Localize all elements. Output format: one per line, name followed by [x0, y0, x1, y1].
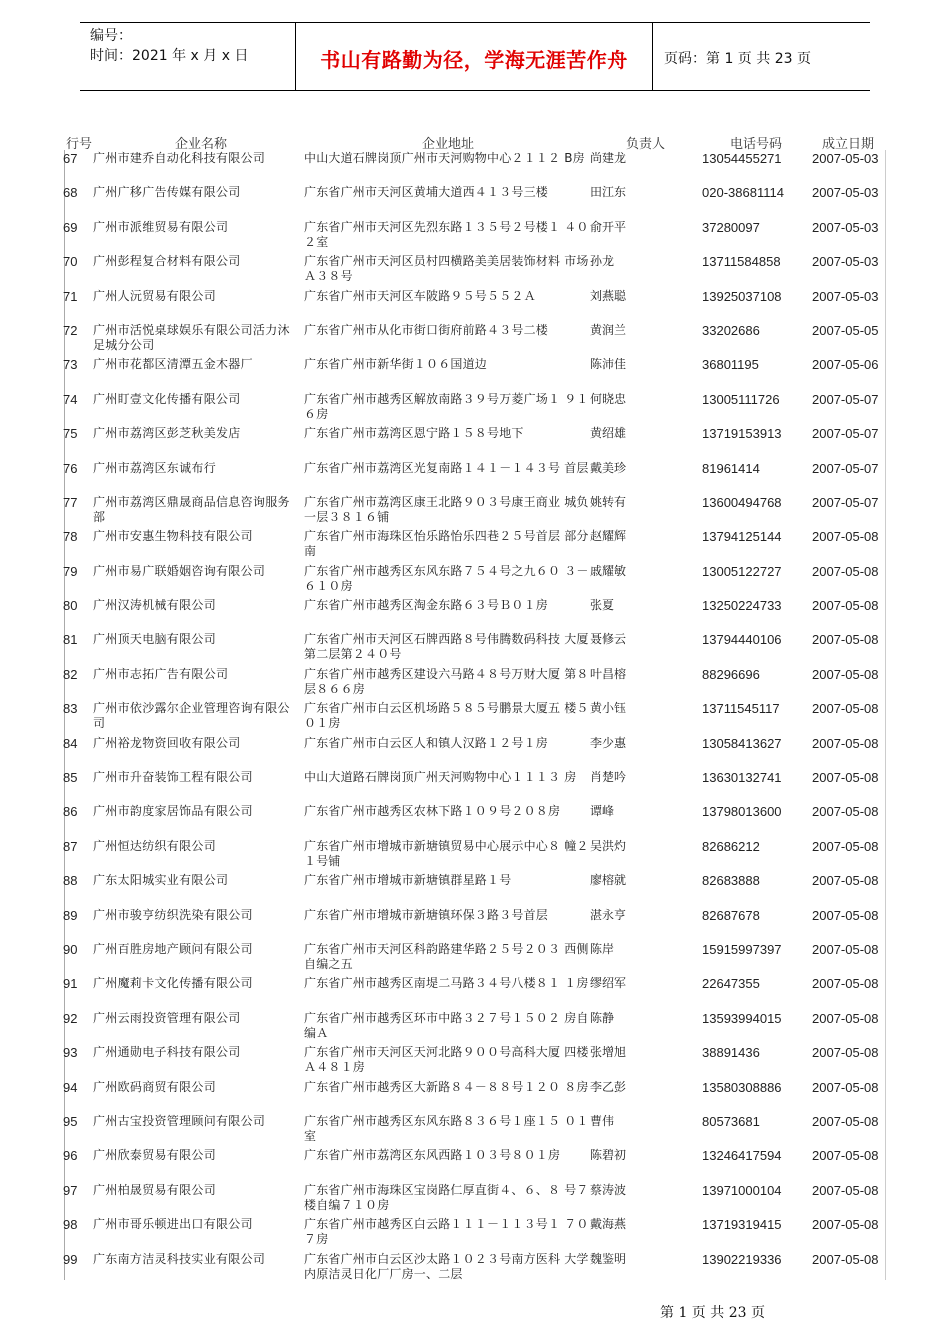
company-address: 广东省广州市越秀区解放南路３９号万菱广场１ ９１６房 — [304, 391, 589, 421]
established-date: 2007-05-08 — [812, 598, 879, 614]
company-name: 广州市花都区清潭五金木器厂 — [93, 357, 253, 372]
phone-number: 13971000104 — [702, 1182, 782, 1198]
phone-number: 13005122727 — [702, 563, 782, 579]
phone-number: 13246417594 — [702, 1148, 782, 1164]
company-name: 广州市安惠生物科技有限公司 — [93, 529, 253, 544]
row-number: 99 — [63, 1251, 78, 1267]
phone-number: 13711545117 — [702, 701, 780, 717]
responsible-person: 缪绍军 — [590, 976, 627, 991]
company-address: 广东省广州市天河区员村四横路美美居装饰材料 市场Ａ３８号 — [304, 254, 589, 284]
row-number: 86 — [63, 804, 78, 820]
established-date: 2007-05-07 — [812, 494, 879, 510]
company-name: 广州百胜房地产顾问有限公司 — [93, 941, 253, 956]
company-name: 广州魔莉卡文化传播有限公司 — [93, 976, 253, 991]
row-number: 98 — [63, 1217, 78, 1233]
table-row — [60, 1113, 890, 1147]
column-header-person: 负责人 — [626, 137, 666, 152]
phone-number: 13593994015 — [702, 1010, 782, 1026]
company-address: 广东省广州市新华街１０６国道边 — [304, 357, 488, 372]
table-row — [60, 597, 890, 631]
table-row — [60, 528, 890, 562]
company-name: 广州顶天电脑有限公司 — [93, 632, 217, 647]
established-date: 2007-05-03 — [812, 254, 879, 270]
responsible-person: 黄小钰 — [590, 701, 627, 716]
column-header-date: 成立日期 — [822, 137, 875, 152]
established-date: 2007-05-03 — [812, 185, 879, 201]
company-address: 广东省广州市越秀区东风东路７５４号之九６０ ３－６１０房 — [304, 563, 589, 593]
responsible-person: 孙龙 — [590, 254, 615, 269]
table-row — [60, 150, 890, 184]
row-number: 74 — [63, 391, 78, 407]
table-row — [60, 803, 890, 837]
phone-number: 13005111726 — [702, 391, 780, 407]
responsible-person: 蔡涛波 — [590, 1182, 627, 1197]
phone-number: 15915997397 — [702, 941, 782, 957]
footer-page-number: 第 1 页 共 23 页 — [660, 1305, 765, 1321]
company-name: 广州彭程复合材料有限公司 — [93, 254, 241, 269]
table-row — [60, 460, 890, 494]
column-header-no: 行号 — [66, 137, 93, 152]
established-date: 2007-05-07 — [812, 460, 879, 476]
company-address: 广东省广州市天河区车陂路９５号５５２Ａ — [304, 288, 536, 303]
established-date: 2007-05-07 — [812, 426, 879, 442]
phone-number: 82687678 — [702, 907, 760, 923]
phone-number: 13250224733 — [702, 598, 782, 614]
header-divider-right — [652, 23, 653, 90]
table-row — [60, 288, 890, 322]
established-date: 2007-05-08 — [812, 1010, 879, 1026]
phone-number: 13580308886 — [702, 1079, 782, 1095]
established-date: 2007-05-08 — [812, 873, 879, 889]
table-row — [60, 941, 890, 975]
column-header-address: 企业地址 — [422, 137, 475, 152]
phone-number: 13794440106 — [702, 632, 782, 648]
company-address: 广东省广州市增城市新塘镇贸易中心展示中心８ 幢２１号铺 — [304, 838, 589, 868]
row-number: 90 — [63, 941, 78, 957]
row-number: 96 — [63, 1148, 78, 1164]
responsible-person: 戴海燕 — [590, 1217, 627, 1232]
established-date: 2007-05-08 — [812, 770, 879, 786]
established-date: 2007-05-08 — [812, 907, 879, 923]
company-name: 广州市升奋装饰工程有限公司 — [93, 770, 253, 785]
company-address: 广东省广州市天河区黄埔大道西４１３号三楼 — [304, 185, 549, 200]
table-row — [60, 1182, 890, 1216]
row-number: 84 — [63, 735, 78, 751]
established-date: 2007-05-06 — [812, 357, 879, 373]
phone-number: 13902219336 — [702, 1251, 782, 1267]
row-number: 91 — [63, 976, 78, 992]
row-number: 80 — [63, 598, 78, 614]
row-number: 95 — [63, 1113, 78, 1129]
established-date: 2007-05-03 — [812, 288, 879, 304]
company-address: 广东省广州市荔湾区恩宁路１５８号地下 — [304, 426, 524, 441]
table-row — [60, 253, 890, 287]
company-address: 广东省广州市白云区人和镇人汉路１２号１房 — [304, 735, 549, 750]
row-number: 85 — [63, 770, 78, 786]
established-date: 2007-05-05 — [812, 322, 879, 338]
header-motto: 书山有路勤为径，学海无涯苦作舟 — [320, 48, 628, 72]
responsible-person: 田江东 — [590, 185, 627, 200]
phone-number: 80573681 — [702, 1113, 760, 1129]
row-number: 76 — [63, 460, 78, 476]
company-name: 广东太阳城实业有限公司 — [93, 873, 229, 888]
responsible-person: 赵耀辉 — [590, 529, 627, 544]
established-date: 2007-05-03 — [812, 219, 879, 235]
row-number: 97 — [63, 1182, 78, 1198]
company-address: 广东省广州市荔湾区东风西路１０３号８０１房 — [304, 1148, 561, 1163]
company-name: 广州市荔湾区彭芝秋美发店 — [93, 426, 241, 441]
company-name: 广州市活悦桌球娱乐有限公司活力沐足城分公司 — [93, 322, 290, 352]
company-address: 广东省广州市海珠区怡乐路怡乐四巷２５号首层 部分南 — [304, 529, 589, 559]
responsible-person: 吴洪灼 — [590, 838, 627, 853]
company-name: 广州汉涛机械有限公司 — [93, 598, 217, 613]
company-name: 广州市建乔自动化科技有限公司 — [93, 151, 266, 165]
column-header-name: 企业名称 — [175, 137, 228, 152]
phone-number: 82683888 — [702, 873, 760, 889]
company-name: 广州欣泰贸易有限公司 — [93, 1148, 217, 1163]
company-address: 广东省广州市荔湾区光复南路１４１－１４３号 首层 — [304, 460, 589, 475]
company-name: 广州市荔湾区鼎晟商品信息咨询服务部 — [93, 494, 290, 524]
company-address: 广东省广州市越秀区东风东路８３６号１座１５ ０１室 — [304, 1113, 589, 1143]
company-name: 广州市派维贸易有限公司 — [93, 219, 229, 234]
company-name: 广州市易广联婚姻咨询有限公司 — [93, 563, 266, 578]
row-number: 71 — [63, 288, 78, 304]
responsible-person: 黄绍雄 — [590, 426, 627, 441]
row-number: 83 — [63, 701, 78, 717]
company-name: 广州云雨投资管理有限公司 — [93, 1010, 241, 1025]
company-name: 广州广移广告传媒有限公司 — [93, 185, 241, 200]
phone-number: 13719319415 — [702, 1217, 782, 1233]
phone-number: 13054455271 — [702, 151, 782, 166]
responsible-person: 戴美珍 — [590, 460, 627, 475]
established-date: 2007-05-03 — [812, 151, 879, 166]
row-number: 81 — [63, 632, 78, 648]
table-row — [60, 1010, 890, 1044]
table-row — [60, 563, 890, 597]
established-date: 2007-05-08 — [812, 632, 879, 648]
table-row — [60, 1251, 890, 1285]
company-name: 广州市哥乐顿进出口有限公司 — [93, 1217, 253, 1232]
table-row — [60, 1079, 890, 1113]
company-address: 广东省广州市增城市新塘镇环保３路３号首层 — [304, 907, 549, 922]
phone-number: 88296696 — [702, 666, 760, 682]
phone-number: 82686212 — [702, 838, 760, 854]
company-name: 广州恒达纺织有限公司 — [93, 838, 217, 853]
phone-number: 13798013600 — [702, 804, 782, 820]
responsible-person: 谭峰 — [590, 804, 615, 819]
row-number: 94 — [63, 1079, 78, 1095]
table-row — [60, 907, 890, 941]
established-date: 2007-05-08 — [812, 1045, 879, 1061]
row-number: 68 — [63, 185, 78, 201]
responsible-person: 叶昌榕 — [590, 666, 627, 681]
established-date: 2007-05-08 — [812, 529, 879, 545]
responsible-person: 湛永亨 — [590, 907, 627, 922]
document-date-label: 时间：2021 年 x 月 x 日 — [90, 48, 249, 64]
row-number: 88 — [63, 873, 78, 889]
established-date: 2007-05-08 — [812, 1148, 879, 1164]
company-address: 广东省广州市越秀区白云路１１１－１１３号１ ７０７房 — [304, 1217, 589, 1247]
company-address: 广东省广州市白云区机场路５８５号鹏景大厦五 楼５０１房 — [304, 701, 589, 731]
responsible-person: 何晓忠 — [590, 391, 627, 406]
table-row — [60, 184, 890, 218]
table-row — [60, 769, 890, 803]
table-row — [60, 391, 890, 425]
responsible-person: 陈静 — [590, 1010, 615, 1025]
table-body — [60, 150, 890, 1285]
company-address: 广东省广州市荔湾区康王北路９０３号康王商业 城负一层３８１６铺 — [304, 494, 589, 524]
established-date: 2007-05-08 — [812, 735, 879, 751]
phone-number: 020-38681114 — [702, 185, 784, 201]
responsible-person: 俞开平 — [590, 219, 627, 234]
company-address: 广东省广州市越秀区淘金东路６３号Ｂ０１房 — [304, 598, 549, 613]
row-number: 75 — [63, 426, 78, 442]
phone-number: 13711584858 — [702, 254, 781, 270]
table-row — [60, 838, 890, 872]
responsible-person: 陈岸 — [590, 941, 615, 956]
responsible-person: 陈沛佳 — [590, 357, 627, 372]
company-name: 广州市韵度家居饰品有限公司 — [93, 804, 253, 819]
row-number: 73 — [63, 357, 78, 373]
responsible-person: 姚转有 — [590, 494, 627, 509]
company-name: 广州盯壹文化传播有限公司 — [93, 391, 241, 406]
header-top-rule — [80, 22, 870, 23]
table-row — [60, 219, 890, 253]
company-address: 广东省广州市越秀区南堤二马路３４号八楼８１ １房 — [304, 976, 589, 991]
table-row — [60, 975, 890, 1009]
company-address: 广东省广州市越秀区大新路８４－８８号１２０ ８房 — [304, 1079, 589, 1094]
table-row — [60, 1147, 890, 1181]
table-row — [60, 1216, 890, 1250]
table-row — [60, 735, 890, 769]
row-number: 87 — [63, 838, 78, 854]
responsible-person: 肖楚吟 — [590, 770, 627, 785]
header-bottom-rule — [80, 90, 870, 91]
table-row — [60, 666, 890, 700]
responsible-person: 聂修云 — [590, 632, 627, 647]
established-date: 2007-05-08 — [812, 1079, 879, 1095]
phone-number: 36801195 — [702, 357, 759, 373]
company-name: 广州市依沙露尔企业管理咨询有限公司 — [93, 701, 290, 731]
table-row — [60, 322, 890, 356]
established-date: 2007-05-08 — [812, 1217, 879, 1233]
table-row — [60, 494, 890, 528]
company-address: 广东省广州市越秀区环市中路３２７号１５０２ 房自编Ａ — [304, 1010, 589, 1040]
row-number: 72 — [63, 322, 78, 338]
company-address: 广东省广州市增城市新塘镇群星路１号 — [304, 873, 512, 888]
phone-number: 13630132741 — [702, 770, 782, 786]
row-number: 78 — [63, 529, 78, 545]
phone-number: 13719153913 — [702, 426, 782, 442]
company-address: 广东省广州市越秀区农林下路１０９号２０８房 — [304, 804, 561, 819]
company-name: 广州欧码商贸有限公司 — [93, 1079, 217, 1094]
table-row — [60, 700, 890, 734]
phone-number: 38891436 — [702, 1045, 760, 1061]
row-number: 77 — [63, 494, 78, 510]
company-name: 广东南方洁灵科技实业有限公司 — [93, 1251, 266, 1266]
phone-number: 13600494768 — [702, 494, 782, 510]
responsible-person: 李乙彭 — [590, 1079, 627, 1094]
table-row — [60, 872, 890, 906]
row-number: 67 — [63, 151, 78, 166]
established-date: 2007-05-08 — [812, 1182, 879, 1198]
responsible-person: 陈碧初 — [590, 1148, 627, 1163]
table-row — [60, 356, 890, 390]
established-date: 2007-05-08 — [812, 1113, 879, 1129]
row-number: 92 — [63, 1010, 78, 1026]
phone-number: 33202686 — [702, 322, 760, 338]
company-address: 广东省广州市海珠区宝岗路仁厚直街４、６、８ 号７楼自编７１０房 — [304, 1182, 589, 1212]
responsible-person: 张夏 — [590, 598, 615, 613]
established-date: 2007-05-08 — [812, 804, 879, 820]
phone-number: 37280097 — [702, 219, 760, 235]
company-address: 广东省广州市天河区科韵路建华路２５号２０３ 西侧自编之五 — [304, 941, 589, 971]
established-date: 2007-05-07 — [812, 391, 879, 407]
company-name: 广州市志拓广告有限公司 — [93, 666, 229, 681]
company-name: 广州古宝投资管理顾问有限公司 — [93, 1113, 266, 1128]
company-name: 广州市骏亨纺织洗染有限公司 — [93, 907, 253, 922]
company-name: 广州柏晟贸易有限公司 — [93, 1182, 217, 1197]
company-address: 中山大道石牌岗顶广州市天河购物中心２１１２ B房 — [304, 151, 585, 165]
column-header-phone: 电话号码 — [730, 137, 783, 152]
company-address: 广东省广州市天河区石牌西路８号伟腾数码科技 大厦第二层第２４０号 — [304, 632, 589, 662]
responsible-person: 李少惠 — [590, 735, 627, 750]
responsible-person: 尚建龙 — [590, 151, 627, 165]
row-number: 82 — [63, 666, 78, 682]
phone-number: 13058413627 — [702, 735, 782, 751]
table-header — [60, 133, 890, 152]
phone-number: 13925037108 — [702, 288, 782, 304]
row-number: 69 — [63, 219, 78, 235]
phone-number: 81961414 — [702, 460, 760, 476]
responsible-person: 曹伟 — [590, 1113, 615, 1128]
responsible-person: 刘燕聪 — [590, 288, 627, 303]
company-address: 中山大道路石牌岗顶广州天河购物中心１１１３ 房 — [304, 770, 577, 785]
responsible-person: 戚耀敏 — [590, 563, 627, 578]
row-number: 89 — [63, 907, 78, 923]
phone-number: 22647355 — [702, 976, 760, 992]
established-date: 2007-05-08 — [812, 838, 879, 854]
table-row — [60, 1044, 890, 1078]
company-address: 广东省广州市白云区沙太路１０２３号南方医科 大学内原洁灵日化厂厂房一、二层 — [304, 1251, 589, 1281]
responsible-person: 魏鉴明 — [590, 1251, 627, 1266]
header-page-indicator: 页码：第 1 页 共 23 页 — [664, 51, 811, 67]
row-number: 79 — [63, 563, 78, 579]
company-address: 广东省广州市天河区天河北路９００号高科大厦 四楼Ａ４８１房 — [304, 1045, 589, 1075]
phone-number: 13794125144 — [702, 529, 782, 545]
company-name: 广州市荔湾区东诚布行 — [93, 460, 217, 475]
table-row — [60, 631, 890, 665]
established-date: 2007-05-08 — [812, 701, 879, 717]
company-name: 广州裕龙物资回收有限公司 — [93, 735, 241, 750]
responsible-person: 张增旭 — [590, 1045, 627, 1060]
company-name: 广州通勋电子科技有限公司 — [93, 1045, 241, 1060]
responsible-person: 黄润兰 — [590, 322, 627, 337]
established-date: 2007-05-08 — [812, 976, 879, 992]
row-number: 93 — [63, 1045, 78, 1061]
established-date: 2007-05-08 — [812, 941, 879, 957]
company-address: 广东省广州市天河区先烈东路１３５号２号楼１ ４０２室 — [304, 219, 589, 249]
established-date: 2007-05-08 — [812, 563, 879, 579]
table-row — [60, 425, 890, 459]
document-number-label: 编号： — [90, 28, 132, 44]
established-date: 2007-05-08 — [812, 666, 879, 682]
responsible-person: 廖榕就 — [590, 873, 627, 888]
company-name: 广州人沅贸易有限公司 — [93, 288, 217, 303]
company-address: 广东省广州市从化市街口街府前路４３号二楼 — [304, 322, 549, 337]
company-address: 广东省广州市越秀区建设六马路４８号万财大厦 第８层８６６房 — [304, 666, 589, 696]
established-date: 2007-05-08 — [812, 1251, 879, 1267]
row-number: 70 — [63, 254, 78, 270]
